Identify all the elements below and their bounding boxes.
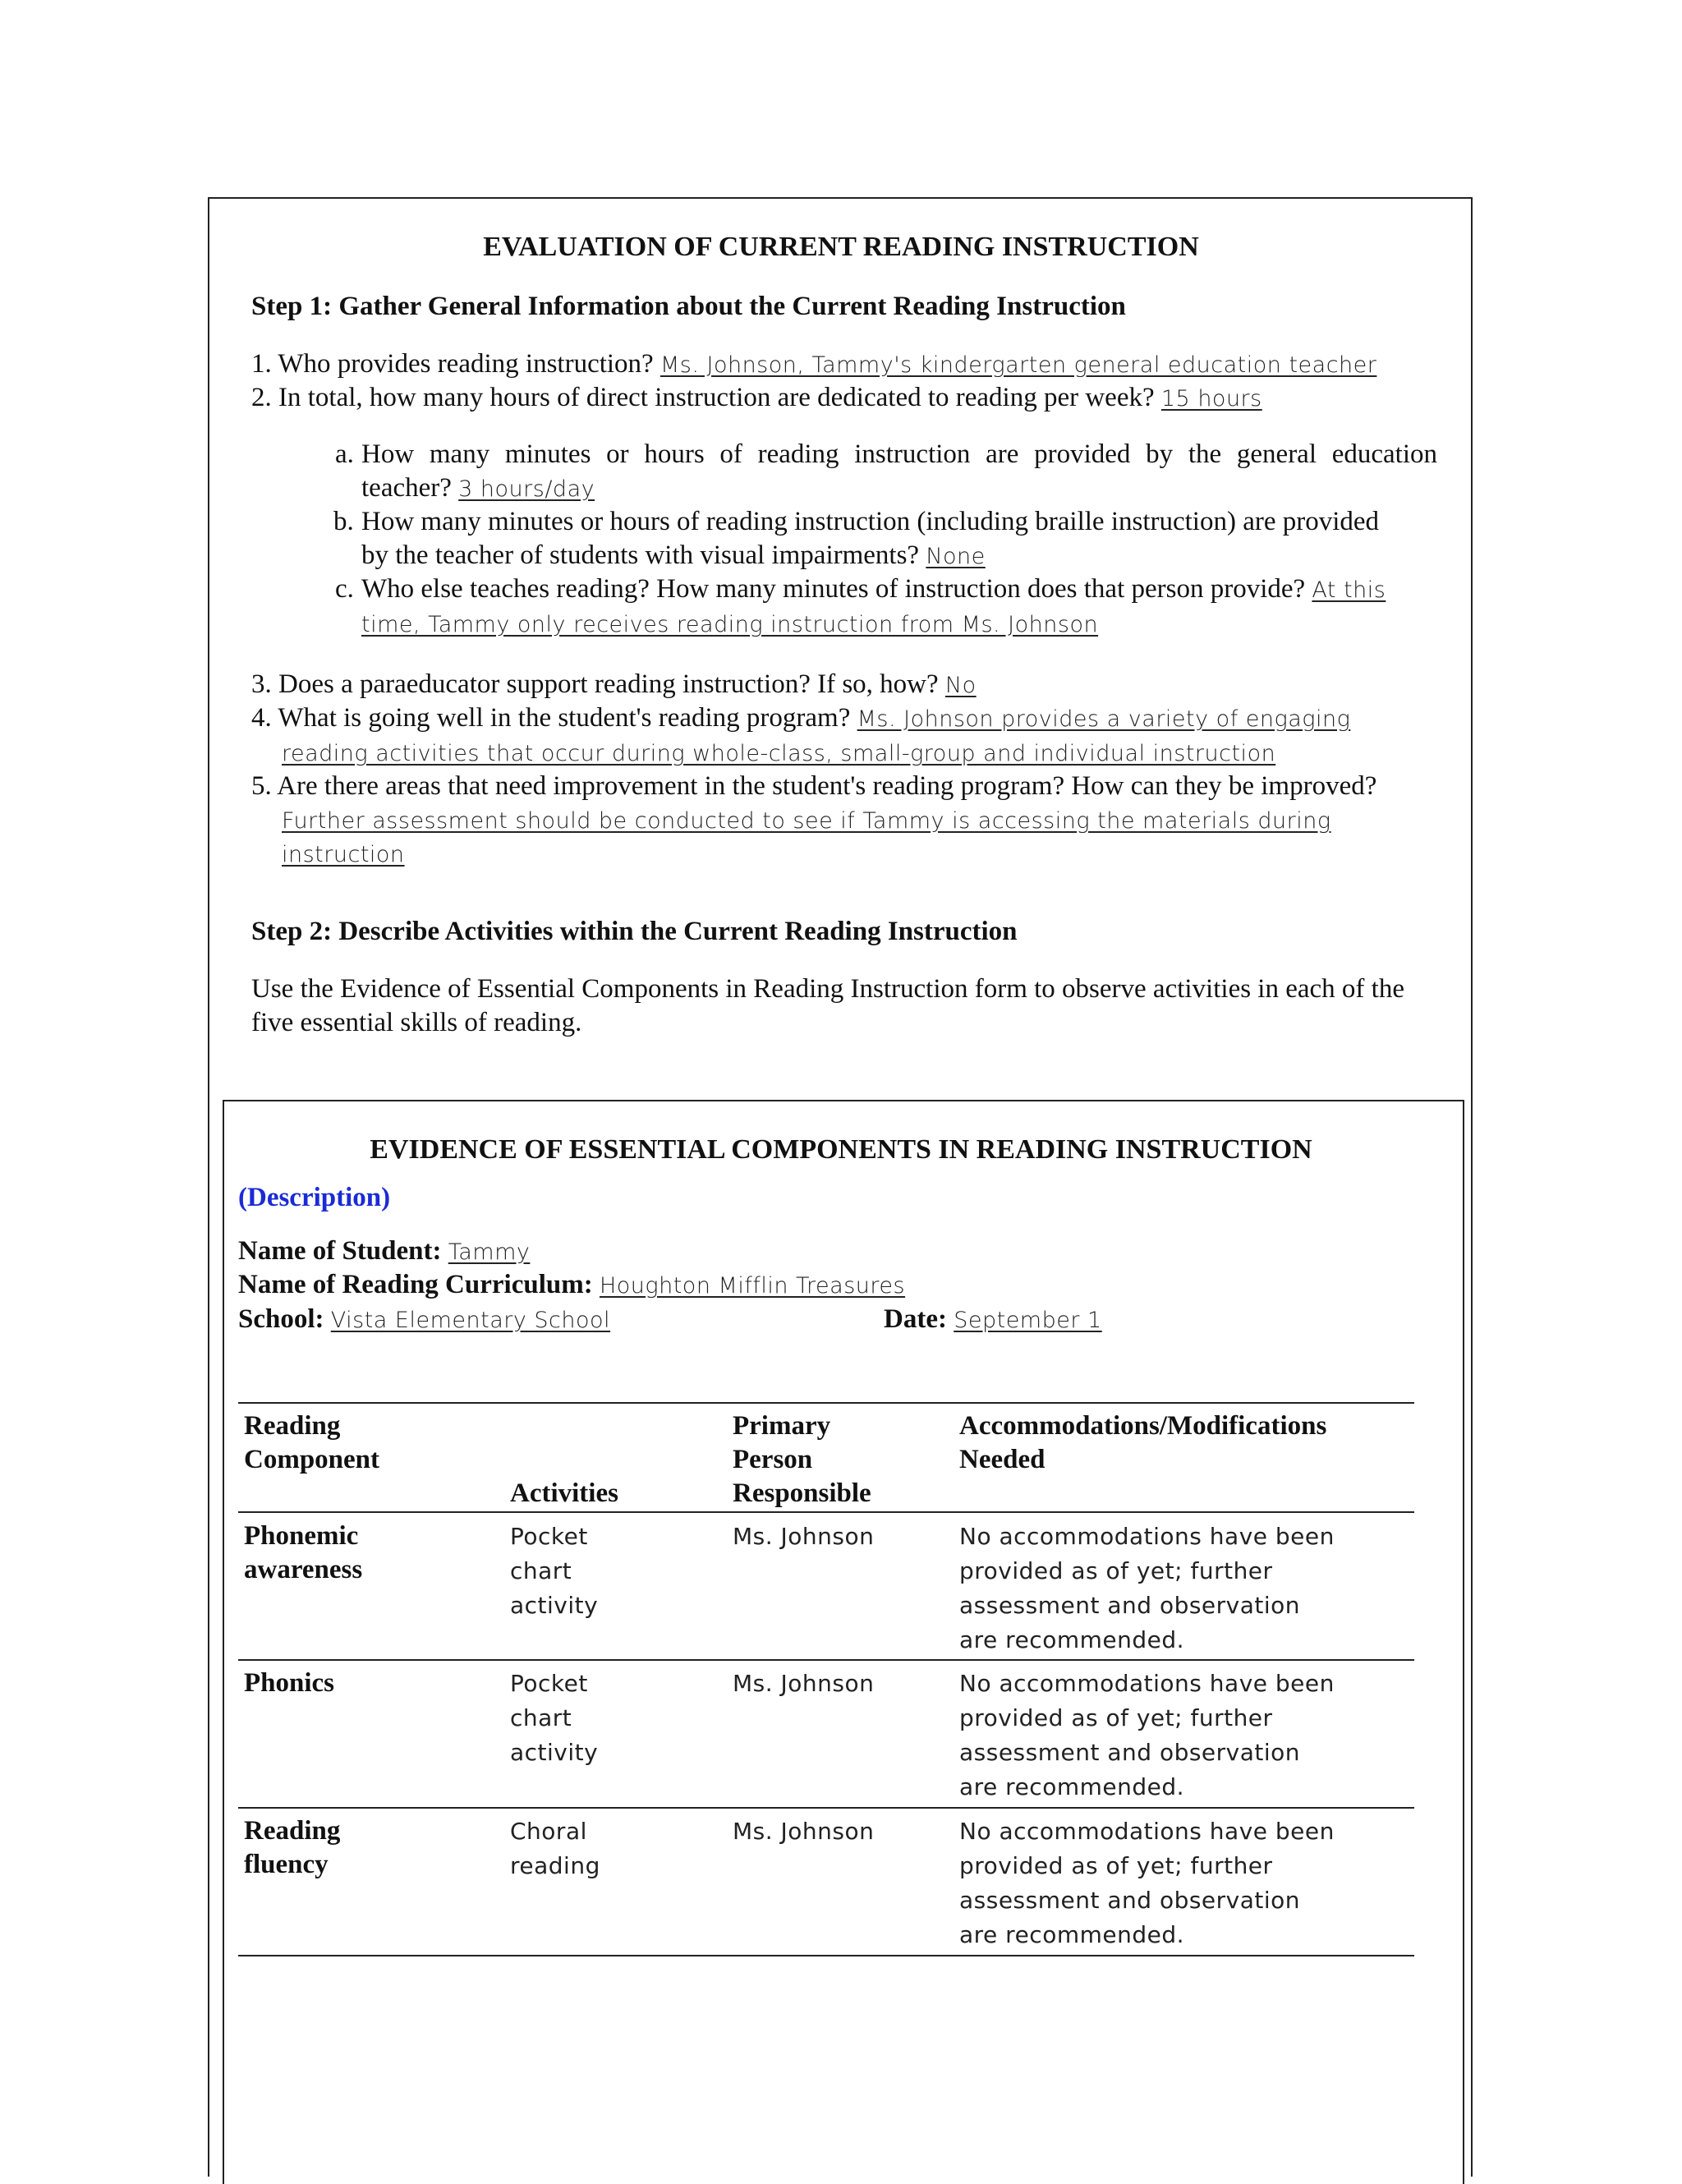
row-activities — [510, 1814, 600, 1883]
date-field — [884, 1304, 1102, 1335]
question-2a-text: teacher? — [361, 473, 452, 503]
header-person-line1: Primary — [733, 1411, 831, 1441]
question-2b-line2 — [361, 540, 986, 571]
header-accommodations — [959, 1409, 1326, 1477]
answer-5-part2: instruction — [282, 842, 405, 867]
row-activity-line3: activity — [510, 1592, 599, 1619]
table-header-rule — [238, 1511, 1414, 1513]
header-reading-component — [244, 1409, 379, 1477]
row-activity-line2: chart — [510, 1557, 572, 1584]
question-2-text: 2. In total, how many hours of direct instruction are dedicated to reading per week? — [251, 383, 1155, 412]
row-component — [244, 1667, 334, 1700]
student-name-field — [238, 1236, 530, 1267]
question-1-text: 1. Who provides reading instruction? — [251, 349, 654, 379]
row-accom-line3: assessment and observation — [959, 1592, 1301, 1619]
row-accommodations — [959, 1667, 1335, 1805]
question-3 — [251, 669, 977, 700]
table-row-rule — [238, 1807, 1414, 1809]
curriculum-value: Houghton Mifflin Treasures — [599, 1273, 906, 1299]
row-activity-line1: Choral — [510, 1818, 587, 1845]
question-2a-label: a. — [335, 439, 354, 469]
table-top-rule — [238, 1402, 1414, 1404]
student-name-label: Name of Student: — [238, 1236, 442, 1266]
row-accom-line4: are recommended. — [959, 1773, 1185, 1800]
row-accom-line1: No accommodations have been — [959, 1818, 1335, 1845]
school-field — [238, 1304, 735, 1335]
school-label: School: — [238, 1304, 324, 1334]
answer-4-part2: reading activities that occur during whole-class, small-group and individual instruction — [282, 741, 1276, 766]
row-accom-line2: provided as of yet; further — [959, 1852, 1273, 1879]
table-row-rule — [238, 1659, 1414, 1661]
school-value: Vista Elementary School — [330, 1308, 611, 1333]
question-2a-line1: How many minutes or hours of reading instruction are provided by the general education — [361, 439, 1437, 469]
step1-heading: Step 1: Gather General Information about the Current Reading Instruction — [251, 292, 1126, 321]
step2-instructions-line1: Use the Evidence of Essential Components in Reading Instruction form to observe activities in each of the — [251, 974, 1404, 1004]
answer-5-part1: Further assessment should be conducted to see if Tammy is accessing the materials during — [282, 808, 1331, 834]
question-5-answer-line1 — [282, 805, 1331, 835]
row-activity-line2: chart — [510, 1704, 572, 1731]
description-label: (Description) — [238, 1183, 391, 1212]
question-1 — [251, 349, 1376, 379]
row-accommodations — [959, 1520, 1335, 1658]
question-4 — [251, 703, 1350, 733]
curriculum-field — [238, 1270, 905, 1300]
table-bottom-rule — [238, 1955, 1414, 1956]
row-accom-line3: assessment and observation — [959, 1887, 1301, 1914]
header-primary-person — [733, 1409, 871, 1510]
answer-2c-part2: time, Tammy only receives reading instruction from Ms. Johnson — [361, 612, 1099, 637]
header-component-line2: Component — [244, 1445, 380, 1474]
date-label: Date: — [884, 1304, 947, 1334]
header-accom-line2: Needed — [959, 1445, 1046, 1474]
evidence-title: EVIDENCE OF ESSENTIAL COMPONENTS IN READING INSTRUCTION — [370, 1134, 1312, 1165]
row-person: Ms. Johnson — [733, 1818, 875, 1845]
question-2c-line2 — [361, 609, 1098, 639]
question-2c-label: c. — [335, 574, 354, 604]
answer-2a: 3 hours/day — [458, 476, 595, 502]
question-3-text: 3. Does a paraeducator support reading instruction? If so, how? — [251, 669, 939, 699]
curriculum-label: Name of Reading Curriculum: — [238, 1270, 593, 1299]
row-activity-line1: Pocket — [510, 1670, 588, 1697]
date-value: September 1 — [954, 1308, 1102, 1333]
row-component-line2: fluency — [244, 1850, 329, 1879]
answer-2b: None — [926, 544, 986, 569]
header-accom-line1: Accommodations/Modifications — [959, 1411, 1327, 1441]
question-5: 5. Are there areas that need improvement in the student's reading program? How can they be improved? — [251, 771, 1377, 801]
row-activity-line2: reading — [510, 1852, 600, 1879]
row-accom-line2: provided as of yet; further — [959, 1704, 1273, 1731]
row-activity-line1: Pocket — [510, 1523, 588, 1550]
row-component-line1: Phonics — [244, 1668, 335, 1698]
row-person: Ms. Johnson — [733, 1523, 875, 1550]
answer-2: 15 hours — [1160, 386, 1262, 412]
question-2b-line1: How many minutes or hours of reading instruction (including braille instruction) are provided — [361, 507, 1380, 536]
row-accom-line1: No accommodations have been — [959, 1670, 1335, 1697]
student-name-value: Tammy — [448, 1239, 531, 1265]
row-component-line1: Phonemic — [244, 1521, 359, 1551]
question-4-text: 4. What is going well in the student's reading program? — [251, 703, 851, 733]
step2-instructions-line2: five essential skills of reading. — [251, 1008, 582, 1037]
row-person: Ms. Johnson — [733, 1670, 875, 1697]
answer-1: Ms. Johnson, Tammy's kindergarten general education teacher — [659, 352, 1377, 378]
row-activities — [510, 1520, 598, 1623]
row-accommodations — [959, 1814, 1335, 1952]
row-activity-line3: activity — [510, 1739, 599, 1766]
row-accom-line2: provided as of yet; further — [959, 1557, 1273, 1584]
row-accom-line4: are recommended. — [959, 1626, 1185, 1653]
header-person-line2: Person — [733, 1445, 813, 1474]
row-component-line2: awareness — [244, 1555, 363, 1584]
answer-2c-part1: At this — [1312, 577, 1386, 603]
question-4-cont — [282, 738, 1275, 768]
question-2c-line1 — [361, 574, 1386, 605]
question-2b-text: by the teacher of students with visual impairments? — [361, 540, 920, 570]
question-2 — [251, 383, 1262, 413]
answer-3: No — [944, 673, 977, 698]
question-2b-label: b. — [333, 507, 354, 536]
evaluation-title: EVALUATION OF CURRENT READING INSTRUCTION — [483, 232, 1199, 262]
answer-4-part1: Ms. Johnson provides a variety of engaging — [857, 706, 1351, 732]
row-accom-line4: are recommended. — [959, 1921, 1185, 1948]
row-activities — [510, 1667, 598, 1770]
step2-heading: Step 2: Describe Activities within the Current Reading Instruction — [251, 917, 1018, 946]
question-2a-line2 — [361, 473, 595, 503]
row-component-line1: Reading — [244, 1816, 341, 1846]
header-activities: Activities — [510, 1478, 618, 1508]
row-component — [244, 1814, 340, 1882]
question-2c-text: Who else teaches reading? How many minutes of instruction does that person provide? — [361, 574, 1306, 604]
question-5-answer-line2 — [282, 839, 405, 869]
row-accom-line3: assessment and observation — [959, 1739, 1301, 1766]
row-component — [244, 1520, 362, 1587]
header-component-line1: Reading — [244, 1411, 341, 1441]
header-person-line3: Responsible — [733, 1478, 871, 1508]
row-accom-line1: No accommodations have been — [959, 1523, 1335, 1550]
